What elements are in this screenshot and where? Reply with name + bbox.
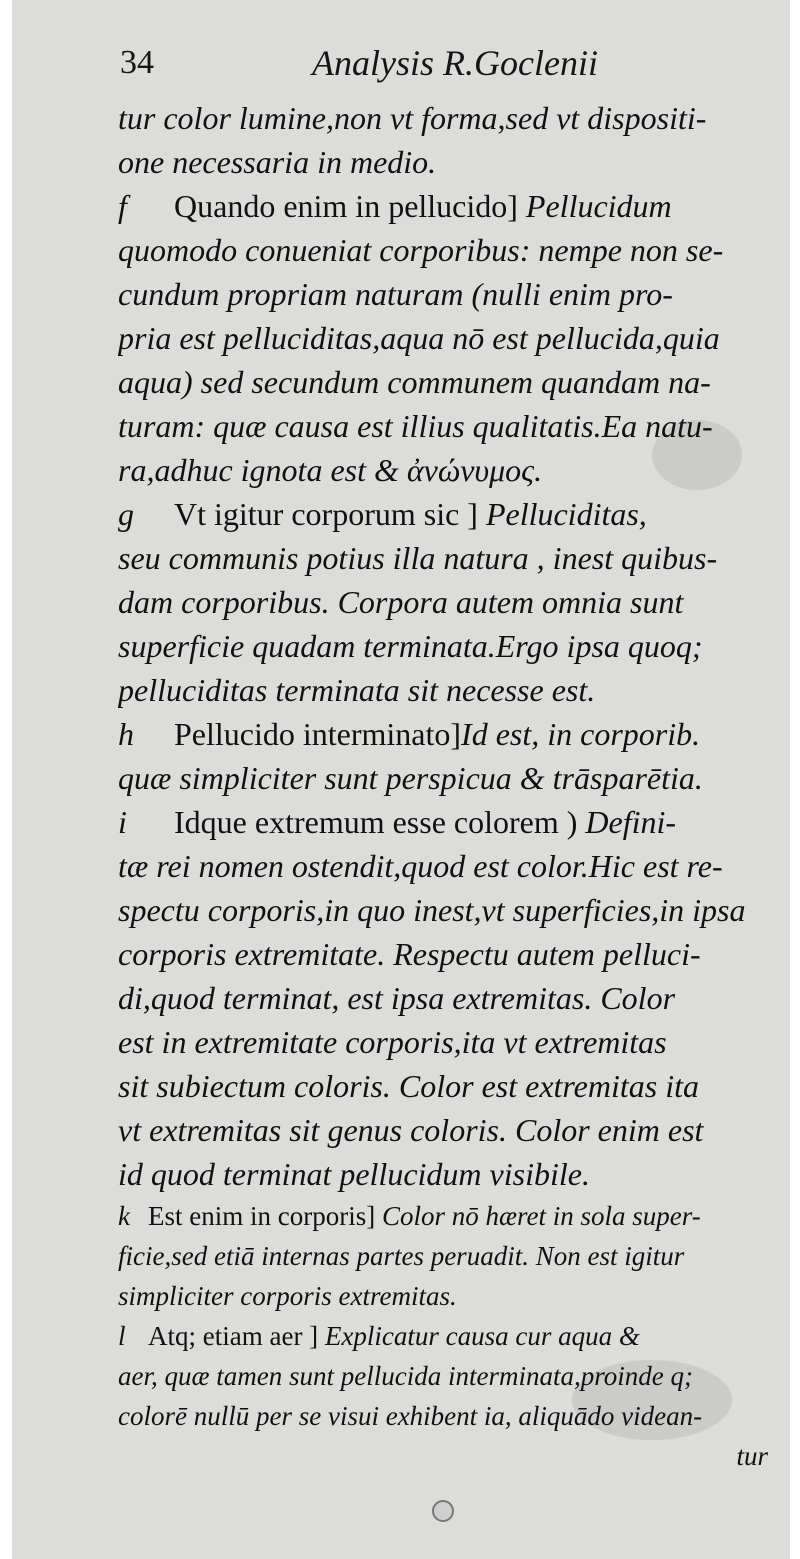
text-line	[118, 1152, 768, 1196]
text-line	[118, 1196, 768, 1236]
line-text: one necessaria in medio.	[118, 144, 437, 180]
lemma: Pellucido interminato]	[174, 716, 462, 752]
line-text: ficie,sed etiā internas partes peruadit. Non est igitur	[118, 1241, 685, 1271]
note-marker: h	[118, 716, 134, 752]
text-line	[118, 580, 768, 624]
text-line	[118, 624, 768, 668]
book-page	[12, 0, 790, 1559]
text-line	[118, 1064, 768, 1108]
text-line	[118, 316, 768, 360]
lemma: Est enim in corporis]	[148, 1201, 376, 1231]
text-line	[118, 404, 768, 448]
text-line	[118, 932, 768, 976]
line-text: dam corporibus. Corpora autem omnia sunt	[118, 584, 684, 620]
line-text: colorē nullū per se visui exhibent ia, aliquādo videan-	[118, 1401, 703, 1431]
text-line	[118, 1108, 768, 1152]
line-text: di,quod terminat, est ipsa extremitas. Color	[118, 980, 676, 1016]
text-line	[118, 492, 768, 536]
page-header	[12, 40, 790, 90]
line-text: tur	[736, 1441, 768, 1471]
line-text: simpliciter corporis extremitas.	[118, 1281, 457, 1311]
line-text: ra,adhuc ignota est & ἀνώνυμος.	[118, 452, 543, 488]
line-text: id quod terminat pellucidum visibile.	[118, 1156, 590, 1192]
line-text: quæ simpliciter sunt perspicua & trāsparētia.	[118, 760, 703, 796]
text-line	[118, 228, 768, 272]
note-marker: i	[118, 804, 127, 840]
text-line	[118, 800, 768, 844]
text-line	[118, 1396, 768, 1436]
line-text: turam: quæ causa est illius qualitatis.Ea natu-	[118, 408, 713, 444]
line-text: superficie quadam terminata.Ergo ipsa quoq;	[118, 628, 703, 664]
line-text: spectu corporis,in quo inest,vt superficies,in ipsa	[118, 892, 746, 928]
text-line	[118, 668, 768, 712]
commentary: Pellucidum	[517, 188, 672, 224]
text-line	[118, 96, 768, 140]
line-text: cundum propriam naturam (nulli enim pro-	[118, 276, 673, 312]
text-line	[118, 1276, 768, 1316]
text-line	[118, 140, 768, 184]
line-text: seu communis potius illa natura , inest quibus-	[118, 540, 718, 576]
text-line	[118, 1020, 768, 1064]
text-line	[118, 536, 768, 580]
text-line	[118, 844, 768, 888]
note-marker: k	[118, 1201, 130, 1231]
running-head: Analysis R.Goclenii	[312, 43, 598, 83]
text-line	[118, 1236, 768, 1276]
line-text: aqua) sed secundum communem quandam na-	[118, 364, 711, 400]
text-line	[118, 976, 768, 1020]
line-text: pria est pelluciditas,aqua nō est pellucida,quia	[118, 320, 720, 356]
lemma: Quando enim in pellucido]	[174, 188, 518, 224]
line-text: sit subiectum coloris. Color est extremitas ita	[118, 1068, 699, 1104]
lemma: Vt igitur corporum sic ]	[174, 496, 478, 532]
line-text: tæ rei nomen ostendit,quod est color.Hic est re-	[118, 848, 723, 884]
commentary: Id est, in corporib.	[461, 716, 701, 752]
page-mark	[432, 1500, 454, 1522]
text-line	[118, 184, 768, 228]
text-line	[118, 272, 768, 316]
text-line	[118, 1436, 768, 1476]
line-text: est in extremitate corporis,ita vt extremitas	[118, 1024, 667, 1060]
text-line	[118, 756, 768, 800]
text-line	[118, 712, 768, 756]
line-text: vt extremitas sit genus coloris. Color enim est	[118, 1112, 704, 1148]
text-line	[118, 1356, 768, 1396]
text-line	[118, 448, 768, 492]
commentary: Explicatur causa cur aqua &	[318, 1321, 640, 1351]
note-marker: g	[118, 496, 134, 532]
commentary: Defini-	[577, 804, 677, 840]
text-line	[118, 888, 768, 932]
note-marker: l	[118, 1321, 126, 1351]
page-number: 34	[120, 44, 154, 81]
lemma: Idque extremum esse colorem )	[174, 804, 578, 840]
line-text: corporis extremitate. Respectu autem pelluci-	[118, 936, 701, 972]
lemma: Atq; etiam aer ]	[148, 1321, 319, 1351]
text-line	[118, 360, 768, 404]
note-marker: f	[118, 188, 127, 224]
commentary-text	[118, 96, 768, 1476]
commentary: Color nō hæret in sola super-	[375, 1201, 701, 1231]
commentary: Pelluciditas,	[477, 496, 647, 532]
line-text: aer, quæ tamen sunt pellucida interminata,proinde q;	[118, 1361, 693, 1391]
line-text: tur color lumine,non vt forma,sed vt dispositi-	[118, 100, 707, 136]
page-left-margin	[0, 0, 12, 1559]
line-text: quomodo conueniat corporibus: nempe non se-	[118, 232, 724, 268]
line-text: pelluciditas terminata sit necesse est.	[118, 672, 596, 708]
text-line	[118, 1316, 768, 1356]
